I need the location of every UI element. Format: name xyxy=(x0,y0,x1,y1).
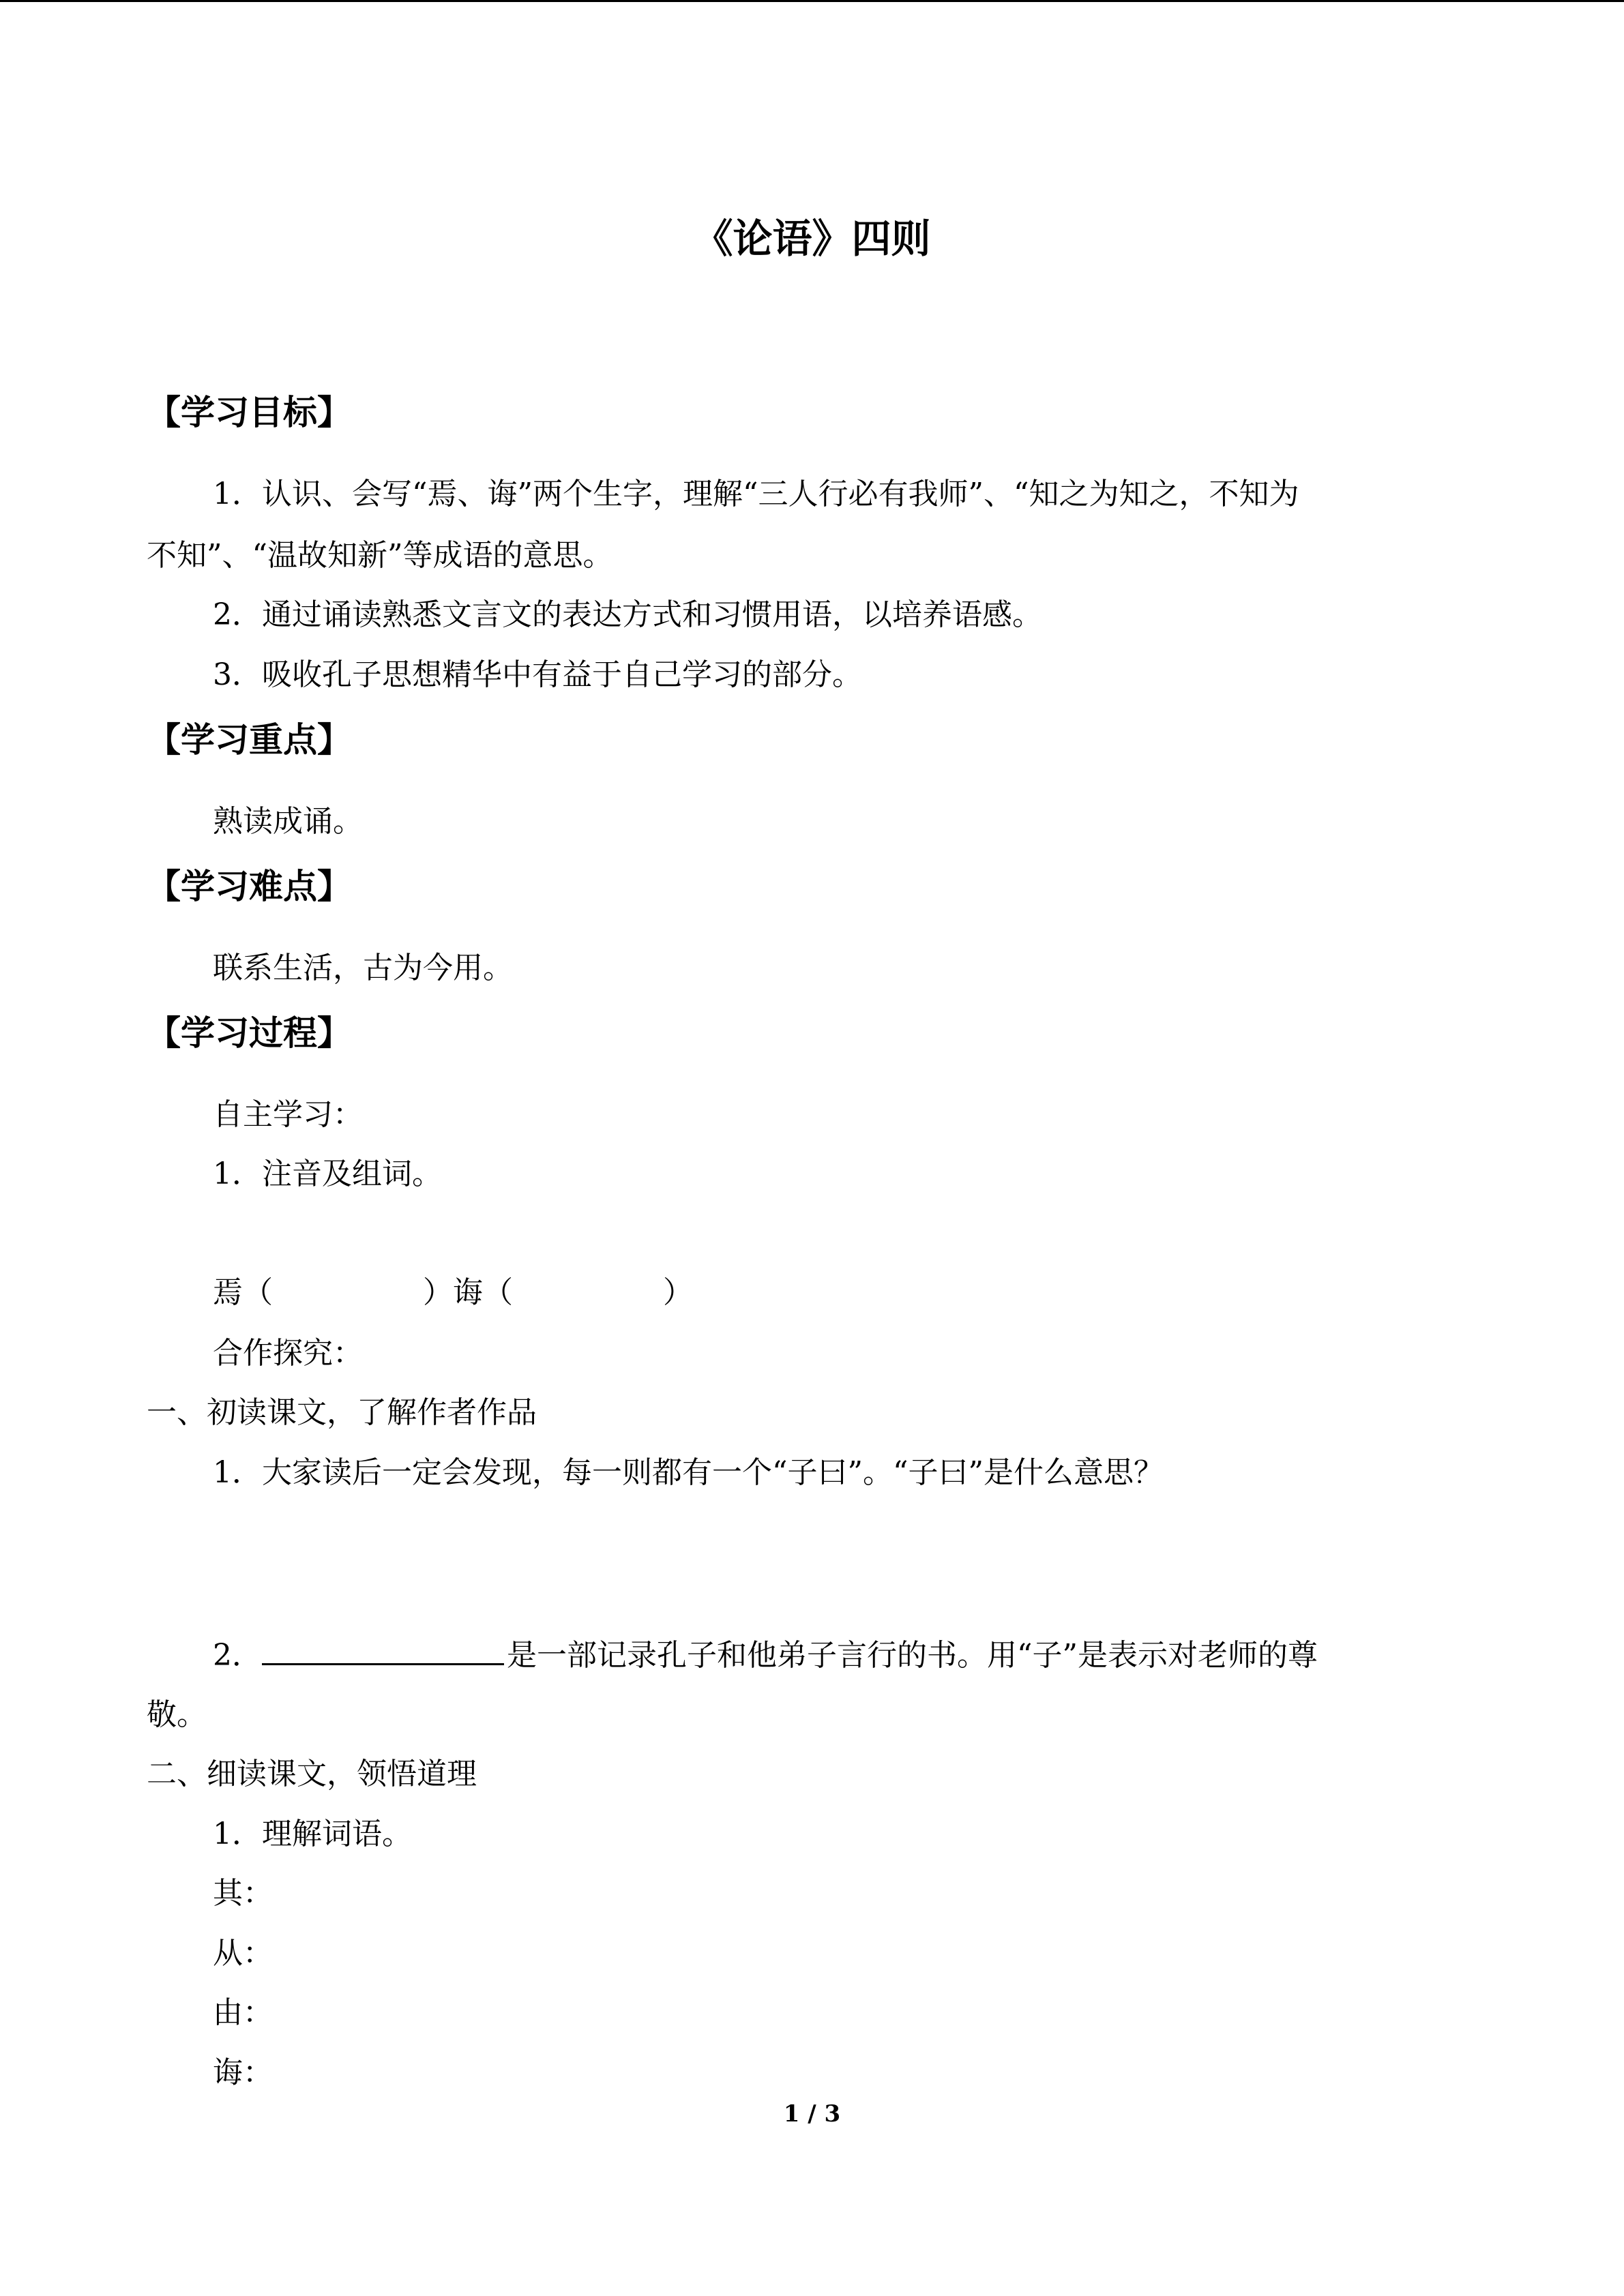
question-2-text: 是一部记录孔子和他弟子言行的书。用“子”是表示对老师的尊 xyxy=(507,1638,1318,1673)
top-border-line xyxy=(0,0,1624,2)
word-item: 从： xyxy=(213,1936,273,1971)
difficulties-heading: 【学习难点】 xyxy=(147,867,351,906)
question-2-number: 2． xyxy=(213,1638,262,1673)
page-title: 《论语》四则 xyxy=(693,215,931,262)
section-1-question-2-line-2: 敬。 xyxy=(147,1697,207,1732)
fill-in-blank[interactable] xyxy=(262,1636,504,1665)
key-points-heading: 【学习重点】 xyxy=(147,720,351,760)
cooperation-label: 合作探究： xyxy=(213,1336,363,1371)
section-2-question-1: 1．理解词语。 xyxy=(213,1817,412,1851)
word-item: 由： xyxy=(213,1995,273,2030)
section-1-question-2 xyxy=(213,1635,1318,1676)
section-1-question-1: 1．大家读后一定会发现，每一则都有一个“子曰”。“子曰”是什么意思？ xyxy=(213,1455,1164,1490)
objective-3: 3．吸收孔子思想精华中有益于自己学习的部分。 xyxy=(213,657,862,692)
page-number: 1 / 3 xyxy=(783,2100,841,2128)
difficulties-text: 联系生活，古为今用。 xyxy=(213,951,513,985)
word-item: 其： xyxy=(213,1876,273,1911)
objectives-heading: 【学习目标】 xyxy=(147,393,351,432)
objective-1-line-2: 不知”、“温故知新”等成语的意思。 xyxy=(147,538,613,573)
pinyin-task: 1．注音及组词。 xyxy=(213,1157,442,1191)
word-item: 诲： xyxy=(213,2055,273,2090)
section-1-heading: 一、初读课文，了解作者作品 xyxy=(147,1395,537,1430)
pinyin-fill-line: 焉（ ）诲（ ） xyxy=(213,1275,693,1310)
process-heading: 【学习过程】 xyxy=(147,1013,351,1053)
objective-1-line-1: 1．认识、会写“焉、诲”两个生字，理解“三人行必有我师”、“知之为知之，不知为 xyxy=(213,477,1299,511)
objective-2: 2．通过诵读熟悉文言文的表达方式和习惯用语，以培养语感。 xyxy=(213,597,1042,632)
section-2-heading: 二、细读课文，领悟道理 xyxy=(147,1757,477,1791)
self-study-label: 自主学习： xyxy=(213,1097,363,1132)
key-points-text: 熟读成诵。 xyxy=(213,804,363,839)
